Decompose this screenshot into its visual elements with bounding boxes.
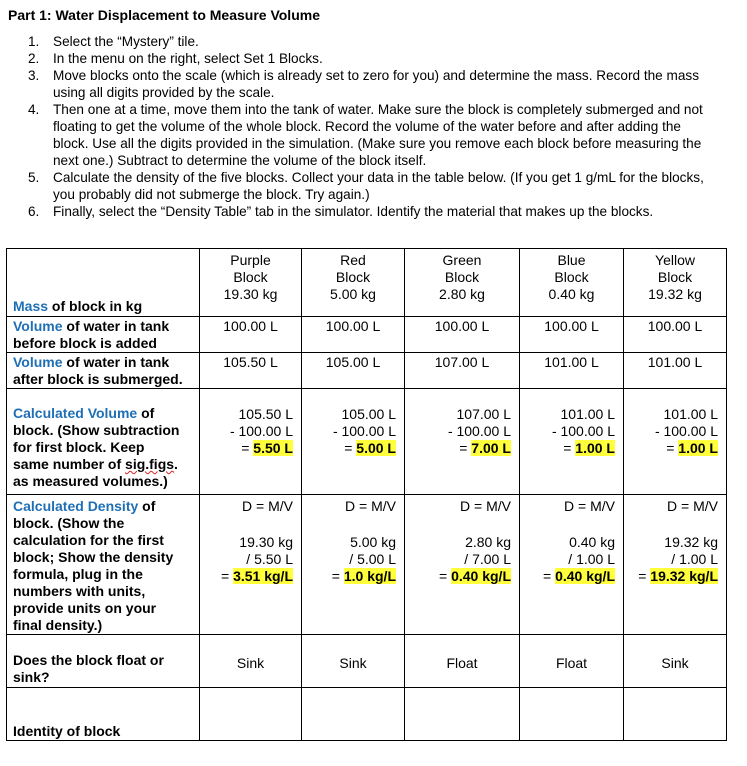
data-table [6, 248, 727, 741]
volume-after-value: 107.00 L [405, 353, 520, 389]
volume-after-value: 105.00 L [302, 353, 405, 389]
calc-volume-result: 1.00 L [678, 440, 718, 456]
calc-volume-blue: 101.00 L - 100.00 L = 1.00 L [520, 389, 624, 495]
step-number: 5. [28, 170, 40, 185]
calc-volume-result: 5.00 L [356, 440, 396, 456]
page-title: Part 1: Water Displacement to Measure Volume [8, 7, 320, 23]
step-number: 2. [28, 51, 40, 66]
calc-volume-purple: 105.50 L - 100.00 L = 5.50 L [200, 389, 302, 495]
volume-before-value: 100.00 L [624, 317, 727, 353]
identity-cell[interactable] [302, 688, 405, 741]
step-number: 1. [28, 34, 40, 49]
calc-density-blue: D = M/V 0.40 kg / 1.00 L = 0.40 kg/L [520, 495, 624, 635]
mass-value: 0.40 kg [548, 286, 595, 302]
calc-volume-label: Calculated Volume of block. (Show subtraction for first block. Keep same number of sig.figs. as measured volumes.) [7, 389, 200, 495]
mass-label: Mass of block in kg [7, 249, 200, 317]
volume-after-value: 105.50 L [200, 353, 302, 389]
float-label: Does the block float or sink? [7, 635, 200, 688]
step-text: Then one at a time, move them into the tank of water. Make sure the block is completely submerged and not floating to get the volume of the whole block. Record the volume of the water before and after adding the block. Use all the digits provided in the simulation. (Make sure you remove each block before measuring the next one.) Subtract to determine the volume of the block itself. [53, 102, 703, 168]
identity-cell[interactable] [200, 688, 302, 741]
float-value: Sink [624, 635, 727, 688]
step-number: 4. [28, 102, 40, 117]
volume-before-value: 100.00 L [405, 317, 520, 353]
calc-volume-result: 5.50 L [253, 440, 293, 456]
volume-after-value: 101.00 L [520, 353, 624, 389]
step-text: Finally, select the “Density Table” tab in the simulator. Identify the material that makes up the blocks. [53, 204, 654, 219]
mass-value: 19.32 kg [648, 286, 702, 302]
instruction-list [20, 33, 720, 220]
calc-density-result: 1.0 kg/L [343, 568, 396, 584]
step-text: Move blocks onto the scale (which is already set to zero for you) and determine the mass. Record the mass using all digits provided by the scale. [53, 68, 700, 100]
volume-before-row [7, 317, 727, 353]
step-text: Calculate the density of the five blocks. Collect your data in the table below. (If you get 1 g/mL for the blocks, you probably did not submerge the block. Try again.) [53, 170, 704, 202]
calc-volume-result: 7.00 L [471, 440, 511, 456]
step-3 [20, 67, 720, 101]
calc-density-label: Calculated Density of block. (Show the calculation for the first block; Show the density formula, plug in the numbers with units, provide units on your final density.) [7, 495, 200, 635]
header-blue: Blue Block 0.40 kg [520, 249, 624, 317]
step-6 [20, 203, 720, 220]
calc-volume-row [7, 389, 727, 495]
header-yellow: Yellow Block 19.32 kg [624, 249, 727, 317]
identity-row [7, 688, 727, 741]
step-text: Select the “Mystery” tile. [53, 34, 199, 49]
header-green: Green Block 2.80 kg [405, 249, 520, 317]
calc-density-red: D = M/V 5.00 kg / 5.00 L = 1.0 kg/L [302, 495, 405, 635]
volume-before-value: 100.00 L [302, 317, 405, 353]
float-value: Float [405, 635, 520, 688]
float-value: Sink [302, 635, 405, 688]
float-value: Float [520, 635, 624, 688]
calc-volume-green: 107.00 L - 100.00 L = 7.00 L [405, 389, 520, 495]
step-2 [20, 50, 720, 67]
calc-volume-yellow: 101.00 L - 100.00 L = 1.00 L [624, 389, 727, 495]
calc-density-result: 0.40 kg/L [555, 568, 615, 584]
identity-label: Identity of block [7, 688, 200, 741]
step-number: 3. [28, 68, 40, 83]
calc-density-result: 0.40 kg/L [451, 568, 511, 584]
header-purple: Purple Block 19.30 kg [200, 249, 302, 317]
calc-density-yellow: D = M/V 19.32 kg / 1.00 L = 19.32 kg/L [624, 495, 727, 635]
step-4 [20, 101, 720, 169]
calc-density-row [7, 495, 727, 635]
mass-value: 2.80 kg [439, 286, 485, 302]
calc-volume-result: 1.00 L [575, 440, 615, 456]
volume-after-label: Volume of water in tank after block is submerged. [7, 353, 200, 389]
calc-density-result: 19.32 kg/L [650, 568, 718, 584]
identity-cell[interactable] [520, 688, 624, 741]
mass-value: 19.30 kg [223, 286, 278, 302]
volume-before-value: 100.00 L [520, 317, 624, 353]
calc-density-purple: D = M/V 19.30 kg / 5.50 L = 3.51 kg/L [200, 495, 302, 635]
calc-density-result: 3.51 kg/L [233, 568, 293, 584]
volume-after-value: 101.00 L [624, 353, 727, 389]
calc-density-green: D = M/V 2.80 kg / 7.00 L = 0.40 kg/L [405, 495, 520, 635]
volume-before-label: Volume of water in tank before block is added [7, 317, 200, 353]
identity-cell[interactable] [624, 688, 727, 741]
header-red: Red Block 5.00 kg [302, 249, 405, 317]
step-text: In the menu on the right, select Set 1 Blocks. [53, 51, 323, 66]
step-1 [20, 33, 720, 50]
volume-after-row [7, 353, 727, 389]
calc-volume-red: 105.00 L - 100.00 L = 5.00 L [302, 389, 405, 495]
header-mass-row [7, 249, 727, 317]
float-row [7, 635, 727, 688]
mass-value: 5.00 kg [330, 286, 376, 302]
step-5 [20, 169, 720, 203]
identity-cell[interactable] [405, 688, 520, 741]
volume-before-value: 100.00 L [200, 317, 302, 353]
float-value: Sink [200, 635, 302, 688]
step-number: 6. [28, 204, 40, 219]
